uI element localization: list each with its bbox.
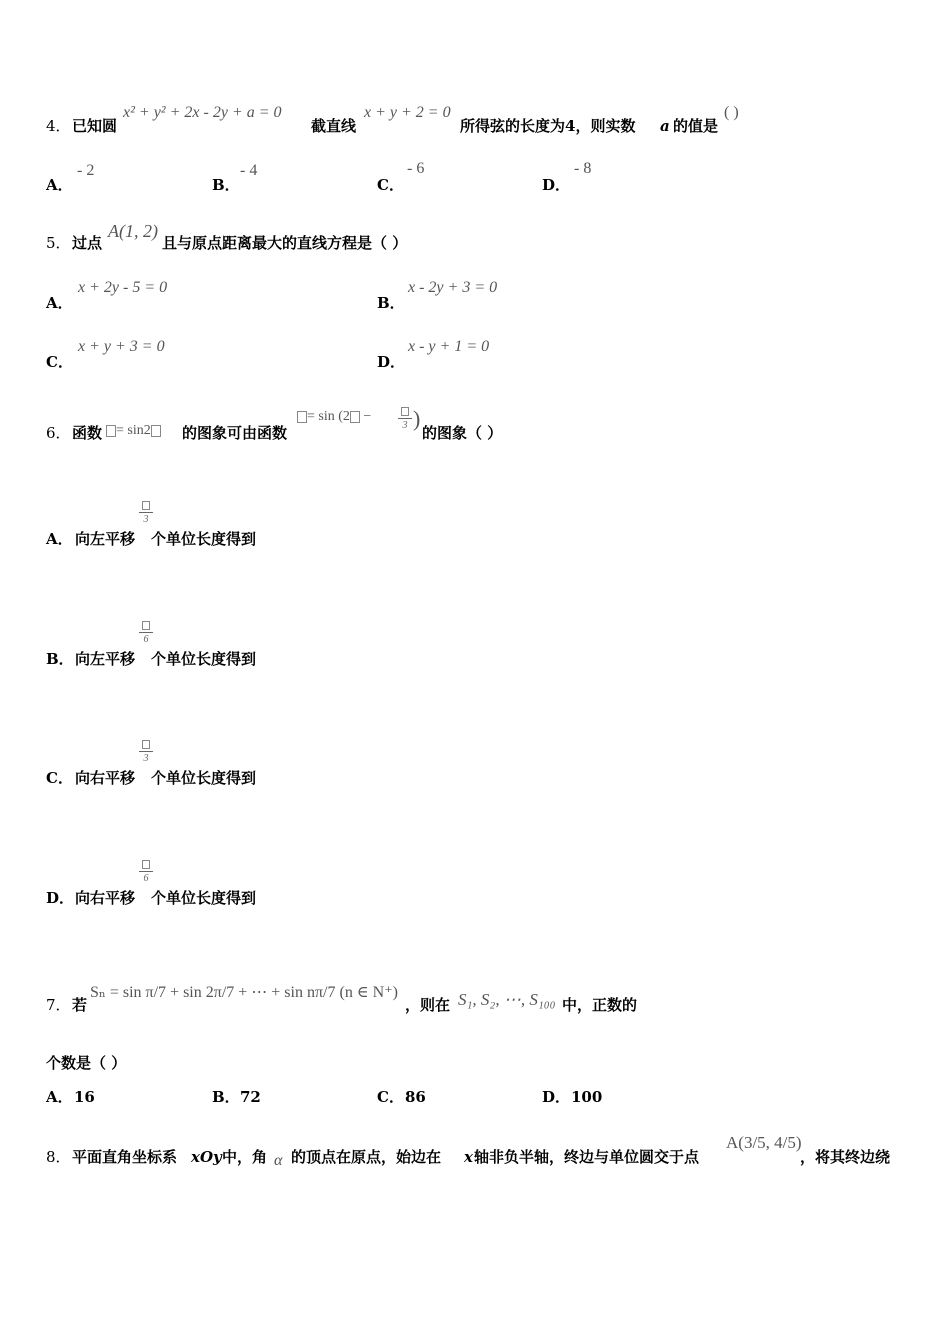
fraction-pi-over-3: 3 <box>398 406 412 431</box>
question-number: 8． <box>46 1148 71 1166</box>
question-text: ，将其终边绕 <box>800 1148 891 1166</box>
point-a: A(1, 2) <box>108 221 158 241</box>
option-label: D． <box>377 353 406 371</box>
option-label: D． <box>542 1088 571 1106</box>
option-suffix: 个单位长度得到 <box>151 650 257 668</box>
question-text: 的值是 <box>673 117 719 135</box>
placeholder-box-icon <box>142 621 150 630</box>
placeholder-box-icon <box>142 501 150 510</box>
question-number: 7． <box>46 996 71 1014</box>
option-value: 86 <box>405 1088 426 1106</box>
question-text: 个数是（ ） <box>46 1054 127 1072</box>
fraction-pi-over-n: 6 <box>139 620 153 645</box>
closing-paren: ) <box>413 406 421 431</box>
option-label: B． <box>46 650 74 668</box>
fraction-pi-over-n: 3 <box>139 739 153 764</box>
question-text: 函数 <box>72 424 103 442</box>
option-suffix: 个单位长度得到 <box>151 769 257 787</box>
option-label: C． <box>377 1088 404 1106</box>
fraction-pi-over-n: 3 <box>139 500 153 525</box>
question-text: 过点 <box>72 234 103 252</box>
option-label: A． <box>46 1088 73 1106</box>
variable-a: a <box>660 117 670 135</box>
option-value: 16 <box>74 1088 95 1106</box>
option-label: A． <box>46 294 73 312</box>
placeholder-box-icon <box>350 411 360 423</box>
fraction-pi-over-n: 6 <box>139 859 153 884</box>
point-a: A(3/5, 4/5) <box>726 1133 802 1152</box>
question-text: 且与原点距离最大的直线方程是（ ） <box>162 234 408 252</box>
question-text: 轴非负半轴，终边与单位圆交于点 <box>474 1148 700 1166</box>
option-value: x - 2y + 3 = 0 <box>408 279 498 296</box>
sequence: S₁, S₂, ⋯, S₁₀₀ <box>458 990 556 1009</box>
question-number: 6． <box>46 424 71 442</box>
option-label: C． <box>46 353 73 371</box>
question-text: 中，角 <box>222 1148 268 1166</box>
option-suffix: 个单位长度得到 <box>151 530 257 548</box>
option-label: D． <box>542 176 571 194</box>
variable-x: x <box>464 1148 473 1166</box>
question-text: 平面直角坐标系 <box>72 1148 178 1166</box>
placeholder-box-icon <box>297 411 307 423</box>
question-number: 5． <box>46 234 71 252</box>
placeholder-box-icon <box>106 425 116 437</box>
question-text: 若 <box>72 996 88 1014</box>
placeholder-box-icon <box>142 740 150 749</box>
question-text: ，则在 <box>405 996 451 1014</box>
option-text: 向右平移 <box>75 889 136 907</box>
question-text: 中，正数的 <box>562 996 638 1014</box>
question-text: 的顶点在原点，始边在 <box>291 1148 442 1166</box>
question-text: 的图象（ ） <box>422 424 503 442</box>
function-1: = sin2 <box>106 423 161 439</box>
option-label: B． <box>377 294 405 312</box>
option-text: 向左平移 <box>75 650 136 668</box>
question-text: 所得弦的长度为4，则实数 <box>460 117 636 135</box>
option-label: C． <box>46 769 73 787</box>
option-label: A． <box>46 530 73 548</box>
option-label: C． <box>377 176 404 194</box>
option-value: - 4 <box>240 162 258 179</box>
question-text: 截直线 <box>311 117 357 135</box>
question-text: 的图象可由函数 <box>182 424 288 442</box>
option-value: x - y + 1 = 0 <box>408 338 490 355</box>
placeholder-box-icon <box>401 407 409 416</box>
placeholder-box-icon <box>142 860 150 869</box>
option-value: x + 2y - 5 = 0 <box>78 279 168 296</box>
option-value: 72 <box>240 1088 261 1106</box>
option-text: 向左平移 <box>75 530 136 548</box>
line-equation: x + y + 2 = 0 <box>364 104 451 121</box>
coordinate-system: xOy <box>191 1148 222 1166</box>
option-label: A． <box>46 176 73 194</box>
circle-equation: x² + y² + 2x - 2y + a = 0 <box>123 104 282 121</box>
option-label: B． <box>212 1088 240 1106</box>
option-label: D． <box>46 889 75 907</box>
function-2: = sin (2 − <box>297 409 371 425</box>
answer-paren: ( ) <box>724 104 739 121</box>
option-value: - 6 <box>407 160 425 177</box>
option-text: 向右平移 <box>75 769 136 787</box>
option-label: B． <box>212 176 240 194</box>
question-text: 已知圆 <box>72 117 118 135</box>
option-value: - 2 <box>77 162 95 179</box>
option-suffix: 个单位长度得到 <box>151 889 257 907</box>
placeholder-box-icon <box>151 425 161 437</box>
option-value: x + y + 3 = 0 <box>78 338 165 355</box>
sum-formula: Sₙ = sin π/7 + sin 2π/7 + ⋯ + sin nπ/7 (n ∈ N⁺) <box>90 984 398 1001</box>
angle-alpha: α <box>274 1152 283 1169</box>
option-value: - 8 <box>574 160 592 177</box>
question-number: 4． <box>46 117 71 135</box>
option-value: 100 <box>571 1088 603 1106</box>
